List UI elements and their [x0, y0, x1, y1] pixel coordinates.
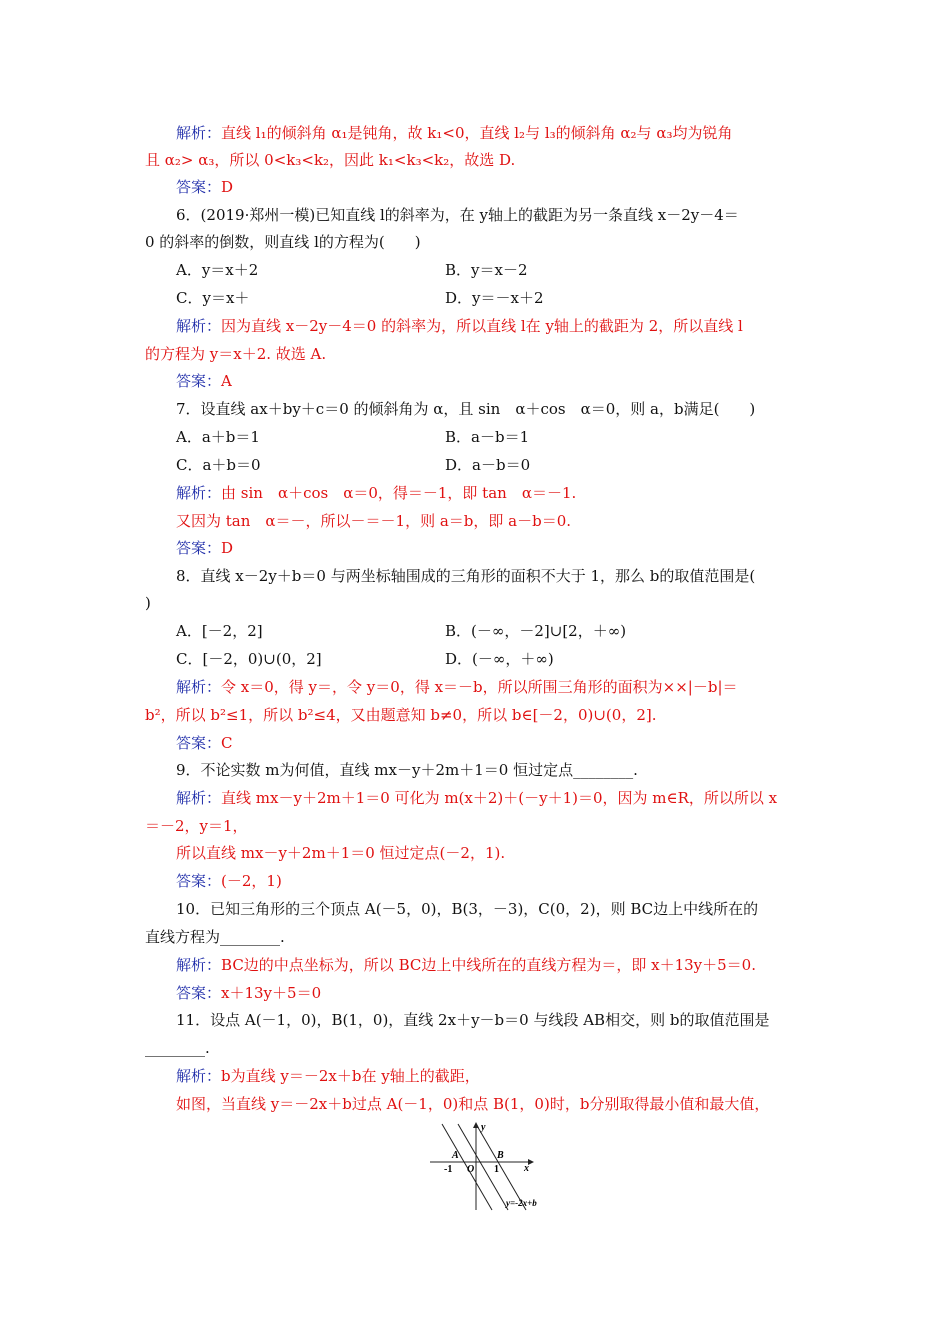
answer-line — [176, 174, 810, 200]
x-axis-label: x — [524, 1163, 529, 1174]
solution-label: 解析： — [176, 124, 222, 142]
question-11-stem-cont: ________. — [145, 1039, 210, 1057]
solution-text: b为直线 y＝－2x＋b在 y轴上的截距， — [221, 1067, 480, 1085]
answer-line — [176, 535, 810, 561]
solution-label: 解析： — [176, 1067, 222, 1085]
answer-value: D — [221, 539, 234, 557]
solution-text: b²，所以 b²≤1，所以 b²≤4，又由题意知 b≠0，所以 b∈[－2，0)∪(0，2]. — [145, 706, 657, 724]
question-10-stem: 10．已知三角形的三个顶点 A(－5，0)，B(3，－3)，C(0，2)，则 BC边上中线所在的 — [176, 900, 759, 918]
solution-text: 因为直线 x－2y－4＝0 的斜率为，所以直线 l在 y轴上的截距为 2，所以直线 l — [221, 317, 743, 335]
solution-text: 由 sin α＋cos α＝0，得＝－1，即 tan α＝－1. — [221, 484, 577, 502]
answer-label: 答案： — [176, 539, 222, 557]
answer-label: 答案： — [176, 872, 222, 890]
option-b: B．y＝x－2 — [445, 261, 528, 279]
answer-line — [176, 868, 810, 894]
answer-value: C — [221, 734, 233, 752]
question-7-options-row-2 — [176, 452, 810, 478]
point-b-label: B — [497, 1150, 504, 1161]
solution-label: 解析： — [176, 317, 222, 335]
question-6-stem: 6．(2019·郑州一模)已知直线 l的斜率为，在 y轴上的截距为另一条直线 x－2y－4＝ — [176, 206, 739, 224]
question-6-options-row-1 — [176, 257, 810, 283]
question-11-stem: 11．设点 A(－1，0)，B(1，0)，直线 2x＋y－b＝0 与线段 AB相交，则 b的取值范围是 — [176, 1011, 770, 1029]
solution-label: 解析： — [176, 789, 222, 807]
solution-line — [176, 674, 810, 700]
solution-label: 解析： — [176, 484, 222, 502]
solution-label: 解析： — [176, 956, 222, 974]
answer-value: (－2，1) — [221, 872, 282, 890]
option-b: B．a－b＝1 — [445, 428, 530, 446]
solution-line — [176, 480, 810, 506]
question-7-options-row-1 — [176, 424, 810, 450]
point-a-label: A — [452, 1150, 459, 1161]
answer-line — [176, 730, 810, 756]
question-6-options-row-2 — [176, 285, 810, 311]
answer-line — [176, 368, 810, 394]
tick-1-label: 1 — [494, 1164, 499, 1175]
solution-line — [176, 1063, 810, 1089]
line-equation-label: y=-2x+b — [506, 1198, 537, 1208]
y-axis-label: y — [481, 1122, 486, 1133]
solution-line — [176, 785, 810, 811]
answer-value: A — [221, 372, 232, 390]
option-d: D．y＝－x＋2 — [445, 289, 544, 307]
question-8-stem-cont: ) — [145, 594, 151, 612]
solution-text: 直线 mx－y＋2m＋1＝0 可化为 m(x＋2)＋(－y＋1)＝0，因为 m∈R，所以所以 x — [221, 789, 778, 807]
question-7-stem: 7．设直线 ax＋by＋c＝0 的倾斜角为 α，且 sin α＋cos α＝0，则 a，b满足( ) — [176, 400, 756, 418]
option-d: D．a－b＝0 — [445, 456, 531, 474]
question-8-options-row-1 — [176, 618, 810, 644]
solution-text: 所以直线 mx－y＋2m＋1＝0 恒过定点(－2，1). — [176, 844, 506, 862]
option-b: B．(－∞，－2]∪[2，＋∞) — [445, 622, 627, 640]
question-8-stem: 8．直线 x－2y＋b＝0 与两坐标轴围成的三角形的面积不大于 1，那么 b的取值范围是( — [176, 567, 756, 585]
question-6-stem-cont: 0 的斜率的倒数，则直线 l的方程为( ) — [145, 233, 421, 251]
solution-text: 又因为 tan α＝－，所以－＝－1，则 a＝b，即 a－b＝0. — [176, 512, 572, 530]
answer-label: 答案： — [176, 734, 222, 752]
coordinate-figure — [428, 1118, 558, 1214]
answer-label: 答案： — [176, 372, 222, 390]
tick-neg1-label: -1 — [444, 1164, 453, 1175]
solution-text: ＝－2，y＝1， — [145, 817, 248, 835]
option-c: C．y＝x＋ — [176, 289, 250, 307]
solution-text: 且 α₂> α₃，所以 0<k₃<k₂，因此 k₁<k₃<k₂，故选 D. — [145, 151, 516, 169]
question-10-stem-cont: 直线方程为________. — [145, 928, 285, 946]
solution-text: 令 x＝0，得 y＝，令 y＝0，得 x＝－b，所以所围三角形的面积为××|－b|＝ — [221, 678, 738, 696]
question-8-options-row-2 — [176, 646, 810, 672]
option-a: A．[－2，2] — [176, 622, 263, 640]
solution-text: 的方程为 y＝x＋2. 故选 A. — [145, 345, 327, 363]
option-d: D．(－∞，＋∞) — [445, 650, 554, 668]
option-a: A．a＋b＝1 — [176, 428, 260, 446]
solution-line — [176, 313, 810, 339]
answer-label: 答案： — [176, 178, 222, 196]
solution-text: 如图，当直线 y＝－2x＋b过点 A(－1，0)和点 B(1，0)时，b分别取得最小值和最大值， — [176, 1095, 770, 1113]
origin-label: O — [467, 1164, 475, 1175]
answer-line — [176, 980, 810, 1006]
answer-label: 答案： — [176, 984, 222, 1002]
solution-text: BC边的中点坐标为，所以 BC边上中线所在的直线方程为＝，即 x＋13y＋5＝0. — [221, 956, 756, 974]
solution-text: 直线 l₁的倾斜角 α₁是钝角，故 k₁<0，直线 l₂与 l₃的倾斜角 α₂与 α₃均为锐角 — [221, 124, 733, 142]
answer-value: x＋13y＋5＝0 — [221, 984, 322, 1002]
question-9-stem: 9．不论实数 m为何值，直线 mx－y＋2m＋1＝0 恒过定点________. — [176, 761, 638, 779]
solution-line — [176, 952, 810, 978]
answer-value: D — [221, 178, 234, 196]
option-a: A．y＝x＋2 — [176, 261, 259, 279]
solution-label: 解析： — [176, 678, 222, 696]
solution-line — [176, 120, 810, 146]
option-c: C．a＋b＝0 — [176, 456, 261, 474]
option-c: C．[－2，0)∪(0，2] — [176, 650, 322, 668]
